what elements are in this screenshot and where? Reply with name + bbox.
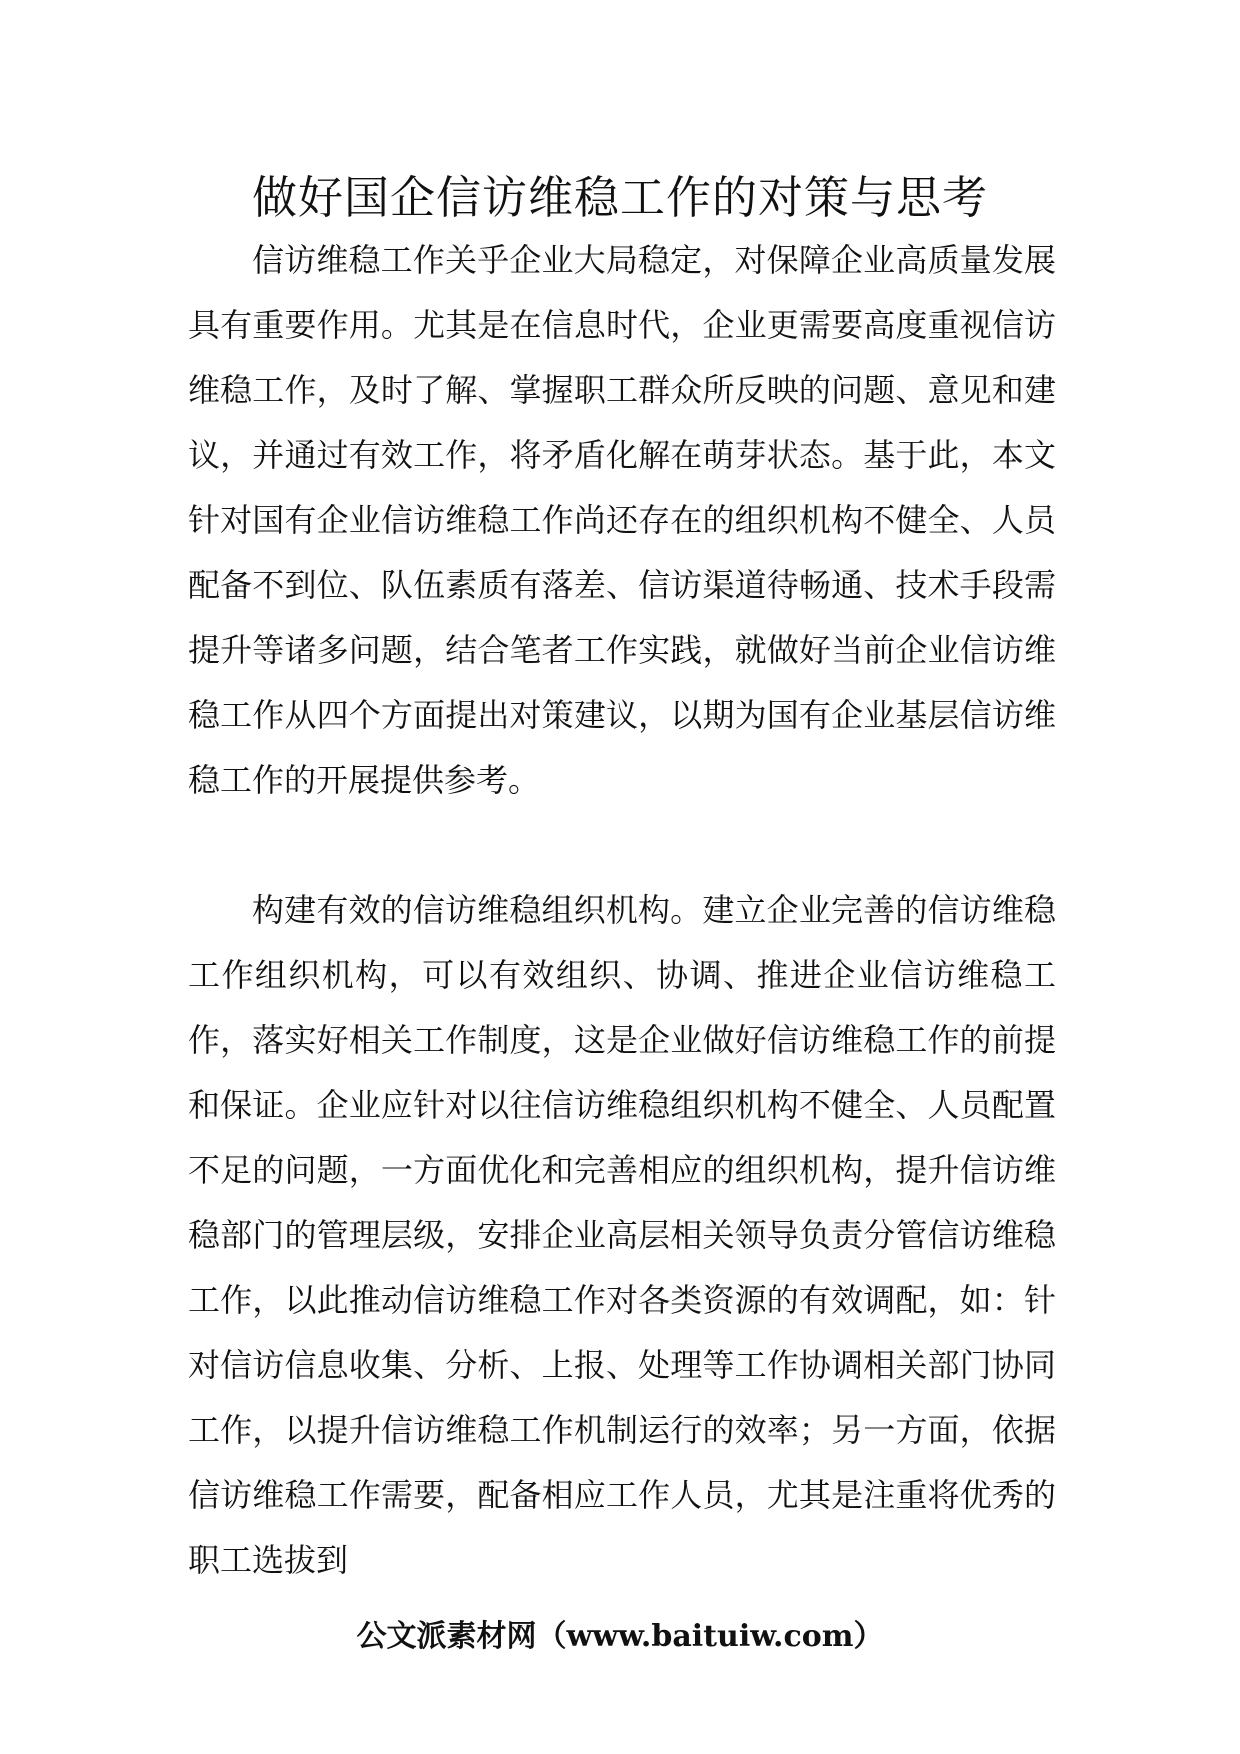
document-title: 做好国企信访维稳工作的对策与思考: [251, 171, 988, 224]
paragraph-introduction: 信访维稳工作关乎企业大局稳定，对保障企业高质量发展具有重要作用。尤其是在信息时代，企业更需要高度重视信访维稳工作，及时了解、掌握职工群众所反映的问题、意见和建议，并通过有效工作，将矛盾化解在萌芽状态。基于此，本文针对国有企业信访维稳工作尚还存在的组织机构不健全、人员配备不到位、队伍素质有落差、信访渠道待畅通、技术手段需提升等诸多问题，结合笔者工作实践，就做好当前企业信访维稳工作从四个方面提出对策建议，以期为国有企业基层信访维稳工作的开展提供参考。: [188, 241, 1056, 799]
paragraph-organization: 构建有效的信访维稳组织机构。建立企业完善的信访维稳工作组织机构，可以有效组织、协调、推进企业信访维稳工作，落实好相关工作制度，这是企业做好信访维稳工作的前提和保证。企业应针对以往信访维稳组织机构不健全、人员配置不足的问题，一方面优化和完善相应的组织机构，提升信访维稳部门的管理层级，安排企业高层相关领导负责分管信访维稳工作，以此推动信访维稳工作对各类资源的有效调配，如：针对信访信息收集、分析、上报、处理等工作协调相关部门协同工作，以提升信访维稳工作机制运行的效率；另一方面，依据信访维稳工作需要，配备相应工作人员，尤其是注重将优秀的职工选拔到: [188, 891, 1056, 1579]
footer-source-watermark: 公文派素材网（www.baituiw.com）: [356, 1619, 884, 1654]
